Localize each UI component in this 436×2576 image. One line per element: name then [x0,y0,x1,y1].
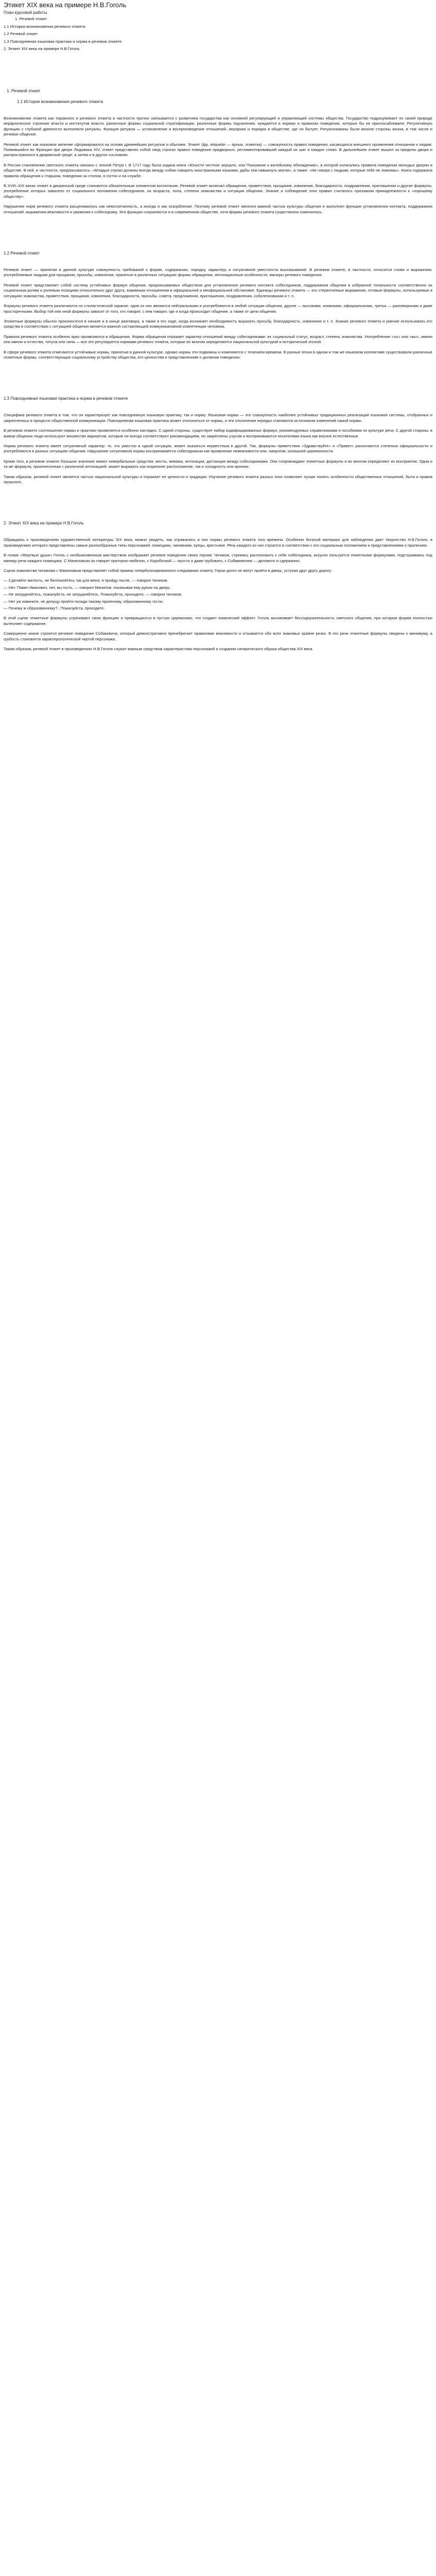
paragraph: Речевой этикет представляет собой систему устойчивых формул общения, предписываемых обществом для установления речевого контакта собеседников, поддержания общения в избранной тональности соответственно их социальным ролям и ролевым позициям относительно друг друга, взаимным отношениям в официальной и неофициальной обстановке. Единицы речевого этикета — это стереотипные выражения, готовые формулы, используемые в ситуациях знакомства, приветствия, прощания, извинения, благодарности, просьбы, совета, предложения, приглашения, поздравления, соболезнования и т. п. [4,282,432,298]
dialogue-line: — Не затрудняйтесь, пожалуйста, не затрудняйтесь. Пожалуйста, проходите, — говорил Чичиков. [4,592,182,597]
dialogue-line: — Сделайте милость, не беспокойтесь так для меня, я пройду после, — говорил Чичиков. [4,578,168,583]
paragraph: Этикетные формулы обычно произносятся в начале и в конце разговора, а также в его ходе, когда возникает необходимость выразить просьбу, благодарность, извинение и т. п. Знание речевого этикета и умение использовать его средства в соответствии с ситуацией общения является важной составляющей коммуникативной компетенции человека. [4,318,432,329]
paragraph: Возникновение этикета как тиражного и речевого этикета в частности прочно связывается с развитием государства как основной регулирующей и управляющей системы общества. Государство подразумевает по своей природе иерархическое строение власти и институтов власти, различные формы социальной стратификации, различные формы подчинения, нуждается в нормах и правилах поведения, которые бы ее приспосабливали. Регулятивную функцию с глубокой древности выполняли ритуалы. Функция ритуала — установление и воспроизведение отношений, иерархии и порядка в обществе, где он бытует. Ритуализованы были многие стороны жизни, в том числе и речевое общение. [4,115,432,137]
paragraph: Специфика речевого этикета в том, что он характеризует как повседневную языковую практику, так и норму. Языковая норма — это совокупность наиболее устойчивых традиционных реализаций языковой системы, отобранных и закрепленных в процессе общественной коммуникации. Повседневная языковая практика может отклоняться от нормы, и эти отклонения нередко становятся источником изменений самой нормы. [4,413,432,423]
toc-item: 1.2 Речевой этикет [4,31,38,37]
spacer [4,219,432,250]
section-heading: 1. Речевой этикет [7,88,41,93]
subsection-body [4,413,432,485]
spacer [4,365,432,396]
paragraph: Норма речевого этикета имеет ситуативный характер: то, что уместно в одной ситуации, может оказаться неуместным в другой. Так, формулы приветствия «Здравствуйте» и «Привет» различаются степенью официальности и употребляются в разных ситуациях общения. Нарушение ситуативной нормы воспринимается собеседником как проявление невежливости или, напротив, излишней церемонности. [4,443,432,454]
paragraph: В этой сцене этикетные формулы утрачивают свою функцию и превращаются в пустую церемонию, что создает комический эффект. Гоголь высмеивает бессодержательность светского общения, при котором форма полностью вытесняет содержание. [4,616,432,626]
toc-item: 1.1 История возникновения речевого этикета [4,24,85,29]
dialogue-line: — Почему ж образованному?.. Пожалуйста, проходите. [4,606,105,611]
subsection-body [4,116,432,215]
subsection-heading: 1.2 Речевой этикет [4,251,40,256]
paragraph: В поэме «Мертвые души» Гоголь с необыкновенным мастерством изображает речевое поведение своих героев. Чичиков, стремясь расположить к себе собеседника, искусно пользуется этикетными формулами, подстраиваясь под манеру речи каждого помещика. С Маниловым он говорит приторно-любезно, с Коробочкой — просто и даже грубовато, с Собакевичем — деловито и сдержанно. [4,553,432,563]
toc-item: 1. Речевой этикет [15,16,47,21]
subsection-heading: 1.1 История возникновения речевого этикета [17,99,103,104]
toc-item: 1.3 Повседневная языковая практика и норма в речевом этикете [4,39,122,44]
subsection-body [4,267,432,360]
paragraph: Нарушение норм речевого этикета расценивалось как невоспитанность, а иногда и как оскорбление. Поэтому речевой этикет являлся важной частью культуры общения и выполнял функции установления контакта, поддержания отношений, выражения вежливости и уважения к собеседнику. Эти функции сохраняются и в современном обществе, хотя формы речевого этикета существенно изменились. [4,204,432,214]
dialogue-line: — Нет уж извините, не допущу пройти позади такому приятному, образованному гостю. [4,599,164,604]
paragraph: Кроме того, в речевом этикете большое значение имеют невербальные средства: жесты, мимика, интонация, дистанция между собеседниками. Они сопровождают этикетные формулы и во многом определяют их восприятие. Одна и та же формула, произнесенная с различной интонацией, может выражать как искреннее расположение, так и холодность или иронию. [4,459,432,469]
document-title: Этикет XIX века на примере Н.В.Гоголь [4,1,127,9]
paragraph: Формулы речевого этикета различаются по стилистической окраске: одни из них являются нейтральными и употребляются в любой ситуации общения, другие — высокими, книжными, официальными, третьи — разговорными и даже просторечными. Выбор той или иной формулы зависит от того, кто говорит, с кем говорит, где и когда происходит общение, а также от цели общения. [4,303,432,314]
paragraph: Обращаясь к произведениям художественной литературы XIX века, можно увидеть, как отражались в них нормы речевого этикета того времени. Особенно богатый материал для наблюдения дает творчество Н.В.Гоголя, в произведениях которого представлены самые разнообразные типы персонажей: помещики, чиновники, купцы, крестьяне. Речь каждого из них строится в соответствии с его социальным положением и представлениями о приличиях. [4,537,432,548]
paragraph: Таким образом, речевой этикет является частью национальной культуры и отражает ее ценности и традиции. Изучение речевого этикета разных эпох позволяет лучше понять особенности общественных отношений, быта и нравов прошлого. [4,474,432,484]
section-body [4,537,432,652]
document-subtitle: План курсовой работы [4,10,47,15]
paragraph: Таким образом, речевой этикет в произведениях Н.В.Гоголя служит важным средством характеристики персонажей и создания сатирического образа общества XIX века. [4,647,313,652]
paragraph: Правила речевого этикета особенно ярко проявляются в обращении. Форма обращения отражает характер отношений между собеседниками: их социальный статус, возраст, степень знакомства. Употребление «ты» или «вы», имени или имени и отчества, титула или чина — все это регулируется нормами речевого этикета, которые во многом определяются национальной культурой и исторической эпохой. [4,334,432,345]
paragraph: Речевой этикет как языковое явление сформировался на основе древнейших ритуалов и обычаев. Этикет (фр. etiquette — ярлык, этикетка) — совокупность правил поведения, касающихся внешнего проявления отношения к людям. Появившийся во Франции при дворе Людовика XIV, этикет представлял собой свод строгих правил поведения придворных, регламентировавший каждый их шаг и каждое слово. В дальнейшем этикет вышел за пределы двора и распространился в дворянской среде, а затем и в других сословиях. [4,142,432,158]
paragraph: В XVIII–XIX веках этикет в дворянской среде становится обязательным элементом воспитания. Речевой этикет включал обращения, приветствия, прощания, извинения, благодарности, поздравления, приглашения и другие формулы, употребление которых зависело от социального положения собеседников, их возраста, пола, степени знакомства и ситуации общения. Знание и соблюдение этих правил считалось признаком принадлежности к «хорошему обществу». [4,183,432,199]
paragraph: В сфере речевого этикета отмечаются устойчивые нормы, принятые в данной культуре, однако нормы эти подвижны и изменяются с течением времени. В разные эпохи в одном и том же языковом коллективе существовали различные этикетные формы, соответствующие социальному устройству общества, его ценностям и представлениям о должном поведении. [4,349,432,360]
section-heading: 2. Этикет XIX века на примере Н.В.Гоголь [4,521,84,526]
document-page [0,1,432,2576]
subsection-heading: 1.3 Повседневная языковая практика и норма в речевом этикете [4,396,128,401]
paragraph: В России становление светского этикета связано с эпохой Петра I. В 1717 году была издана книга «Юности честное зерцало, или Показание к житейскому обхождению», в которой излагались правила поведения молодых дворян в обществе. В ней, в частности, предписывалось: «Младые отроки должны всегда между собою говорить иностранными языками, дабы тем навыкнуть могли», а также: «Не говори с людьми, которые тебе не знакомы». Книга содержала правила обращения к старшим, поведения за столом, в гостях и на службе. [4,162,432,178]
paragraph: В речевом этикете соотношение нормы и практики проявляется особенно наглядно. С одной стороны, существует набор кодифицированных формул, рекомендуемых справочниками и пособиями по культуре речи. С другой стороны, в живом общении люди используют множество вариантов, которые не всегда соответствуют рекомендациям, но закреплены узусом и воспринимаются носителями языка как вполне естественные. [4,428,432,438]
spacer [4,57,432,88]
paragraph: Сцена знакомства Чичикова с Маниловым представляет собой пример гиперболизированного следования этикету. Герои долго не могут пройти в дверь, уступая друг другу дорогу: [4,568,333,573]
paragraph: Совершенно иначе строится речевое поведение Собакевича, который демонстративно пренебрегает правилами вежливости и отзывается обо всех знакомых крайне резко. В его речи этикетные формулы сведены к минимуму, а грубость становится характерологической чертой персонажа. [4,631,432,641]
dialogue-line: — Нет, Павел Иванович, нет, вы гость, — говорил Манилов, показывая ему рукою на дверь. [4,585,171,590]
toc-item: 2. Этикет XIX века на примере Н.В.Гоголь [4,46,80,52]
paragraph: Речевой этикет — принятая в данной культуре совокупность требований к форме, содержанию, порядку, характеру и ситуативной уместности высказываний. В речевом этикете, в частности, относится слова и выражения, употребляемые людьми для прощания, просьбы, извинения, принятые в различных ситуациях формы обращения, интонационные особенности, манеры речевого поведения. [4,267,432,278]
spacer [4,489,432,520]
table-of-contents [4,16,432,52]
